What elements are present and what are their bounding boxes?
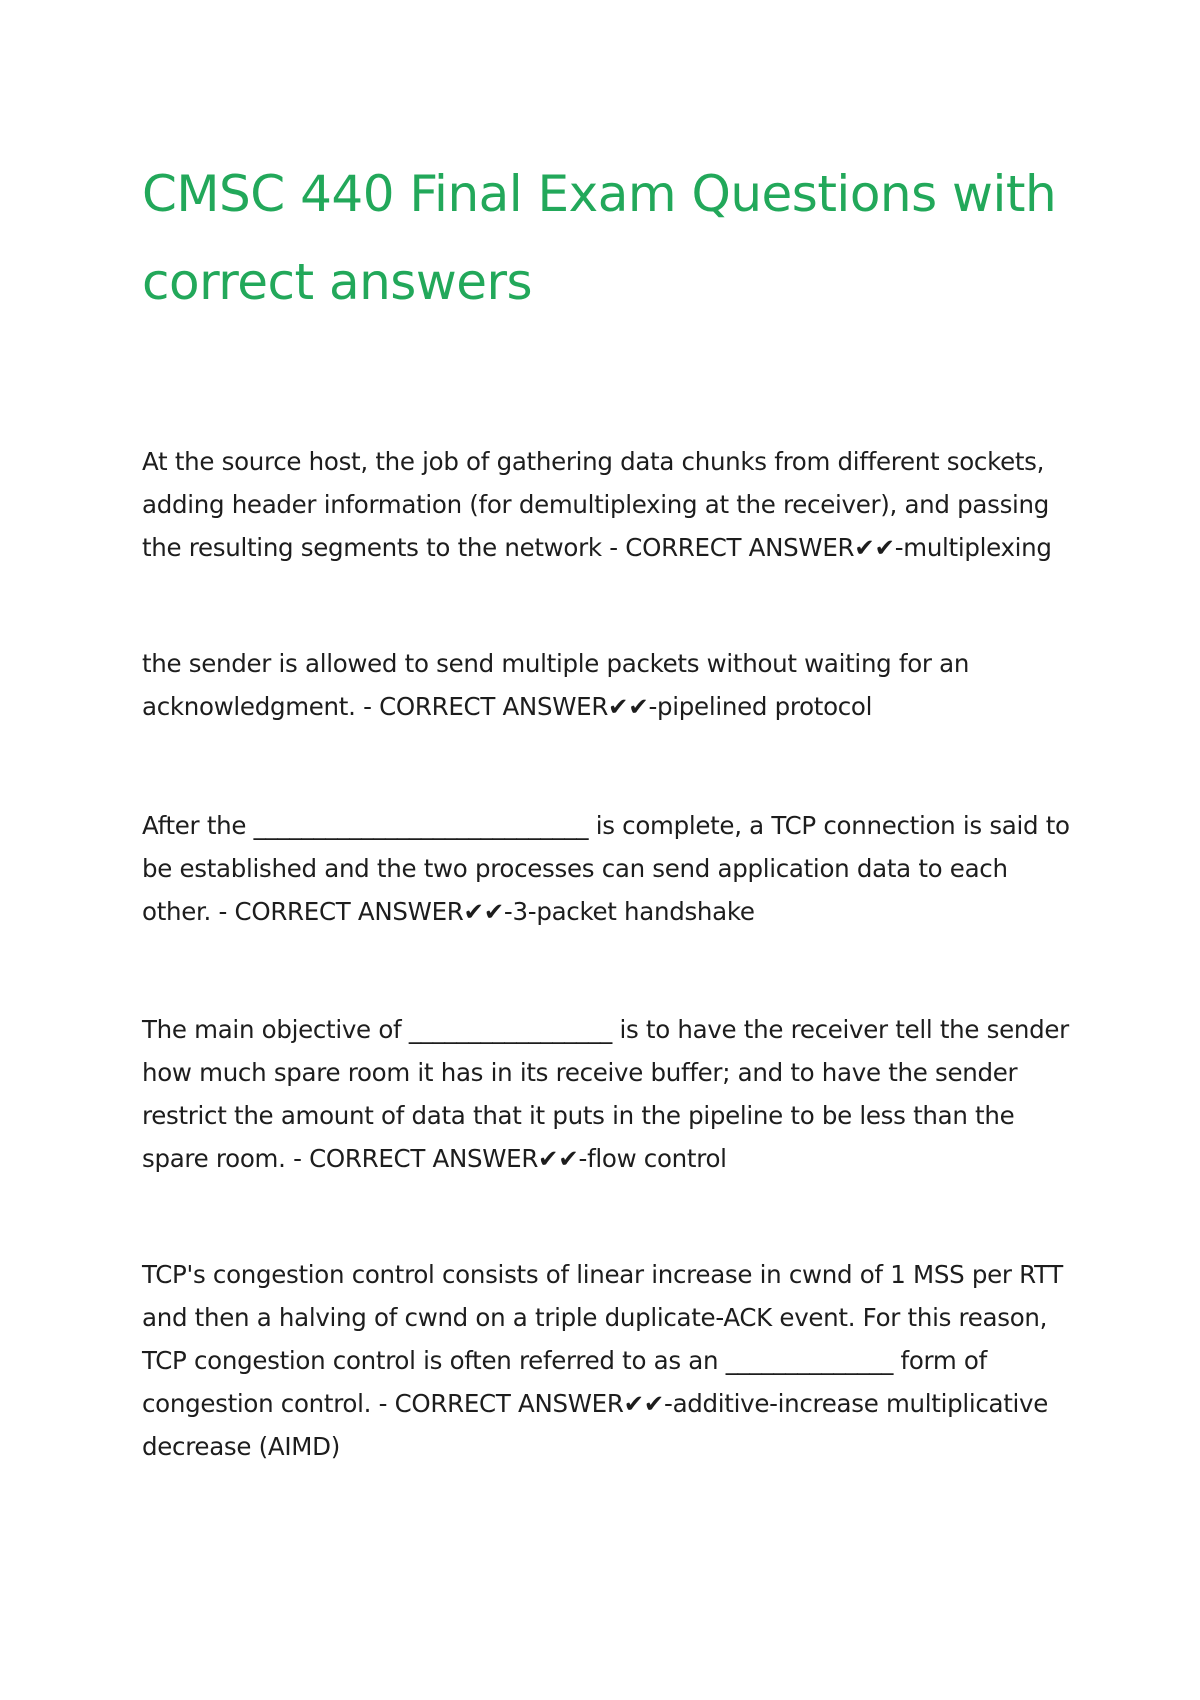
answer-separator: - CORRECT ANSWER✔✔-: [371, 1389, 673, 1418]
page-title: CMSC 440 Final Exam Questions with correct answers: [142, 165, 1057, 311]
question-text: The main objective of _________________ is to have the receiver tell the sender how much spare room it has in its receive buffer; and to have the sender restrict the amount of data that it puts in the pipeline to be less than the spare room.: [142, 1015, 1069, 1173]
answer-separator: - CORRECT ANSWER✔✔-: [211, 897, 513, 926]
qa-item: [142, 804, 1082, 933]
answer-text: additive-increase multiplicative decrease (AIMD): [142, 1389, 1049, 1461]
qa-item: [142, 1253, 1082, 1468]
qa-item: [142, 440, 1082, 569]
answer-text: pipelined protocol: [657, 692, 873, 721]
question-text: At the source host, the job of gathering data chunks from different sockets, adding header information (for demultiplexing at the receiver), and passing the resulting segments to the network: [142, 447, 1050, 562]
qa-item: [142, 1008, 1082, 1180]
answer-separator: - CORRECT ANSWER✔✔-: [601, 533, 904, 562]
answer-text: multiplexing: [903, 533, 1052, 562]
question-text: the sender is allowed to send multiple packets without waiting for an acknowledgment.: [142, 649, 970, 721]
answer-separator: - CORRECT ANSWER✔✔-: [285, 1144, 588, 1173]
answer-text: flow control: [587, 1144, 727, 1173]
question-text: TCP's congestion control consists of linear increase in cwnd of 1 MSS per RTT and then a halving of cwnd on a triple duplicate-ACK event. For this reason, TCP congestion control is often referred to as an ______________ form of congestion control.: [142, 1260, 1063, 1418]
answer-separator: - CORRECT ANSWER✔✔-: [355, 692, 658, 721]
answer-text: 3-packet handshake: [512, 897, 755, 926]
question-text: After the ____________________________ is complete, a TCP connection is said to be established and the two processes can send application data to each other.: [142, 811, 1070, 926]
qa-item: [142, 642, 1082, 728]
